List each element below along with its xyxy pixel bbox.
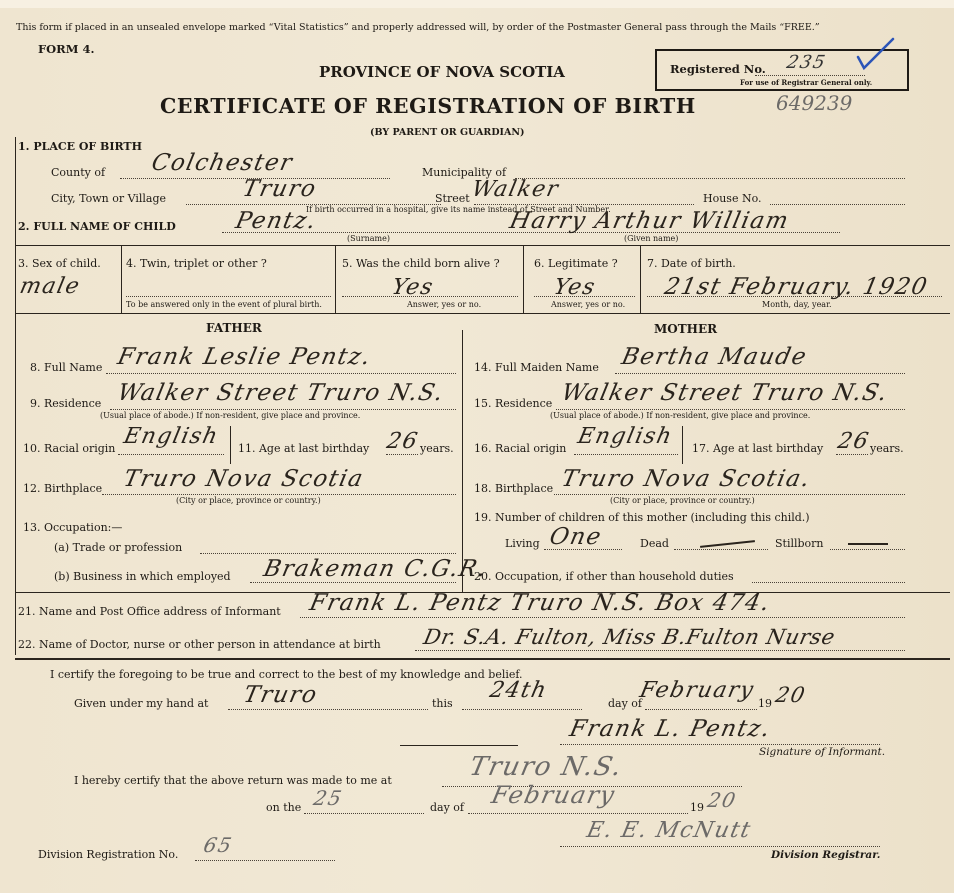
given-under-label: Given under my hand at	[74, 697, 209, 710]
given-place-line	[228, 709, 428, 710]
city-label: City, Town or Village	[51, 192, 166, 205]
born-alive-value: Yes	[389, 275, 437, 300]
municipality-line	[515, 178, 905, 179]
given-year-prefix: 19	[758, 697, 772, 710]
certificate-subtitle: (BY PARENT OR GUARDIAN)	[370, 127, 525, 138]
mother-age-label: 17. Age at last birthday	[692, 442, 824, 455]
given-month-line	[645, 709, 757, 710]
stillborn-label: Stillborn	[775, 537, 824, 550]
father-age-unit: years.	[420, 442, 454, 455]
informant-label: 21. Name and Post Office address of Informant	[18, 605, 281, 618]
legitimate-label: 6. Legitimate ?	[534, 257, 618, 270]
father-residence-value: Walker Street Truro N.S.	[115, 380, 447, 406]
registrar-signature: E. E. McNutt	[584, 818, 754, 843]
county-label: County of	[51, 166, 106, 179]
father-birthplace-line	[102, 494, 456, 495]
mother-age-unit: years.	[870, 442, 904, 455]
street-label: Street	[435, 192, 470, 205]
on-the-label: on the	[266, 801, 302, 814]
father-birthplace-note: (City or place, province or country.)	[176, 496, 321, 505]
house-label: House No.	[703, 192, 762, 205]
given-name-note: (Given name)	[624, 234, 679, 243]
twin-label: 4. Twin, triplet or other ?	[126, 257, 267, 270]
mother-racial-line	[574, 454, 678, 455]
municipality-label: Municipality of	[422, 166, 507, 179]
return-year-prefix: 19	[690, 801, 704, 814]
registered-value: 235	[784, 52, 829, 73]
doctor-label: 22. Name of Doctor, nurse or other person in attendance at birth	[18, 638, 381, 651]
return-day-value: 25	[311, 786, 346, 810]
rule-after-birth-row	[15, 313, 950, 314]
legitimate-note: Answer, yes or no.	[551, 300, 626, 309]
mother-name-label: 14. Full Maiden Name	[474, 361, 599, 374]
informant-line	[300, 617, 905, 618]
blue-check-mark	[856, 37, 896, 73]
registered-label: Registered No.	[670, 62, 766, 76]
dead-dash	[700, 540, 755, 548]
father-racial-label: 10. Racial origin	[23, 442, 116, 455]
birth-date-value: 21st February. 1920	[662, 274, 931, 300]
mother-occupation-line	[752, 582, 905, 583]
living-value: One	[547, 524, 605, 550]
father-age-line	[386, 454, 418, 455]
informant-signature: Frank L. Pentz.	[567, 716, 774, 742]
col-divider-1	[121, 245, 122, 313]
birth-date-note: Month, day, year.	[762, 300, 832, 309]
street-value: Walker	[469, 177, 562, 202]
informant-value: Frank L. Pentz Truro N.S. Box 474.	[307, 590, 773, 616]
separator-short-rule	[400, 745, 518, 746]
child-name-label: 2. FULL NAME OF CHILD	[18, 220, 176, 233]
business-line	[250, 582, 456, 583]
mailing-notice: This form if placed in an unsealed envelope marked “Vital Statistics” and properly addressed will, by order of the Postmaster General pass through the Mails “FREE.”	[16, 22, 820, 33]
left-border	[15, 137, 16, 655]
rule-after-name	[15, 245, 950, 246]
occupation-label: 13. Occupation:—	[23, 521, 123, 534]
dead-label: Dead	[640, 537, 669, 550]
doctor-value: Dr. S.A. Fulton, Miss B.Fulton Nurse	[421, 625, 838, 649]
given-month-value: February	[637, 678, 757, 703]
county-value: Colchester	[149, 150, 296, 176]
mother-racial-label: 16. Racial origin	[474, 442, 567, 455]
mother-racial-value: English	[575, 424, 676, 449]
return-day-of-label: day of	[430, 801, 465, 814]
father-racial-value: English	[121, 424, 222, 449]
registrar-signature-line	[560, 846, 880, 847]
day-of-label: day of	[608, 697, 643, 710]
col-divider-4	[640, 245, 641, 313]
return-day-line	[304, 813, 424, 814]
given-day-value: 24th	[487, 678, 550, 703]
born-alive-note: Answer, yes or no.	[407, 300, 482, 309]
signature-label: Signature of Informant.	[759, 746, 886, 758]
given-place-value: Truro	[241, 682, 321, 708]
house-line	[770, 204, 905, 205]
father-birthplace-label: 12. Birthplace	[23, 482, 103, 495]
mother-birthplace-value: Truro Nova Scotia.	[559, 466, 814, 492]
mother-residence-line	[556, 409, 905, 410]
col-divider-3	[523, 245, 524, 313]
hospital-note: If birth occurred in a hospital, give its name instead of Street and Number.	[306, 205, 611, 214]
father-age-label: 11. Age at last birthday	[238, 442, 370, 455]
col-divider-2	[335, 245, 336, 313]
division-registration-line	[195, 860, 335, 861]
rule-before-certify	[15, 658, 950, 660]
this-label: this	[432, 697, 453, 710]
mother-birthplace-line	[554, 494, 905, 495]
return-year-suffix: 20	[705, 788, 740, 812]
return-label: I hereby certify that the above return was made to me at	[74, 774, 392, 787]
province-heading: PROVINCE OF NOVA SCOTIA	[319, 63, 565, 81]
children-count-label: 19. Number of children of this mother (including this child.)	[474, 511, 810, 524]
business-value: Brakeman C.G.R.	[261, 556, 490, 582]
paper-edge	[0, 0, 954, 8]
stillborn-line	[830, 549, 905, 550]
doctor-line	[415, 650, 905, 651]
registrar-general-note: For use of Registrar General only.	[740, 78, 873, 87]
return-month-value: February	[489, 781, 619, 809]
father-racial-line	[118, 454, 224, 455]
sex-label: 3. Sex of child.	[18, 257, 101, 270]
father-age-value: 26	[384, 429, 421, 454]
certificate-title: CERTIFICATE OF REGISTRATION OF BIRTH	[160, 94, 696, 118]
father-residence-line	[110, 409, 456, 410]
form-number: FORM 4.	[38, 42, 95, 56]
informant-signature-line	[560, 744, 880, 745]
trade-line	[200, 553, 456, 554]
mother-age-value: 26	[835, 429, 872, 454]
mother-residence-label: 15. Residence	[474, 397, 553, 410]
father-residence-label: 9. Residence	[30, 397, 102, 410]
father-name-label: 8. Full Name	[30, 361, 103, 374]
birth-date-label: 7. Date of birth.	[647, 257, 736, 270]
living-label: Living	[505, 537, 540, 550]
father-birthplace-value: Truro Nova Scotia	[121, 466, 367, 492]
parents-divider	[462, 330, 463, 592]
given-name-value: Harry Arthur William	[507, 208, 792, 234]
mother-birthplace-label: 18. Birthplace	[474, 482, 554, 495]
father-name-value: Frank Leslie Pentz.	[115, 344, 374, 370]
city-value: Truro	[240, 176, 320, 202]
mother-age-divider	[682, 426, 683, 464]
place-section-label: 1. PLACE OF BIRTH	[18, 140, 143, 153]
father-name-line	[106, 373, 456, 374]
division-registration-value: 65	[201, 833, 236, 857]
registered-line	[755, 75, 865, 76]
twin-line	[126, 296, 331, 297]
stillborn-dash	[848, 543, 888, 545]
return-month-line	[468, 813, 688, 814]
division-registration-label: Division Registration No.	[38, 848, 179, 861]
mother-age-line	[836, 454, 868, 455]
surname-note: (Surname)	[347, 234, 390, 243]
mother-birthplace-note: (City or place, province or country.)	[610, 496, 755, 505]
mother-occupation-label: 20. Occupation, if other than household duties	[474, 570, 734, 583]
surname-value: Pentz.	[233, 208, 320, 234]
dead-line	[674, 549, 768, 550]
legitimate-value: Yes	[551, 275, 599, 300]
father-residence-note: (Usual place of abode.) If non-resident, give place and province.	[100, 411, 361, 420]
born-alive-label: 5. Was the child born alive ?	[342, 257, 500, 270]
mother-heading: MOTHER	[654, 322, 718, 336]
mother-name-value: Bertha Maude	[619, 344, 810, 370]
mother-residence-note: (Usual place of abode.) If non-resident, give place and province.	[550, 411, 811, 420]
return-place-value: Truro N.S.	[466, 752, 626, 782]
father-age-divider	[230, 426, 231, 464]
twin-note: To be answered only in the event of plural birth.	[126, 300, 322, 309]
mother-name-line	[615, 373, 905, 374]
sex-value: male	[17, 274, 83, 299]
trade-label: (a) Trade or profession	[54, 541, 183, 554]
business-label: (b) Business in which employed	[54, 570, 231, 583]
given-year-suffix: 20	[773, 683, 809, 707]
certify-statement: I certify the foregoing to be true and correct to the best of my knowledge and belief.	[50, 668, 523, 681]
father-heading: FATHER	[206, 321, 262, 335]
mother-residence-value: Walker Street Truro N.S.	[559, 380, 891, 406]
given-day-line	[462, 709, 582, 710]
division-registrar-label: Division Registrar.	[771, 849, 881, 861]
pencil-number: 649239	[776, 91, 853, 115]
